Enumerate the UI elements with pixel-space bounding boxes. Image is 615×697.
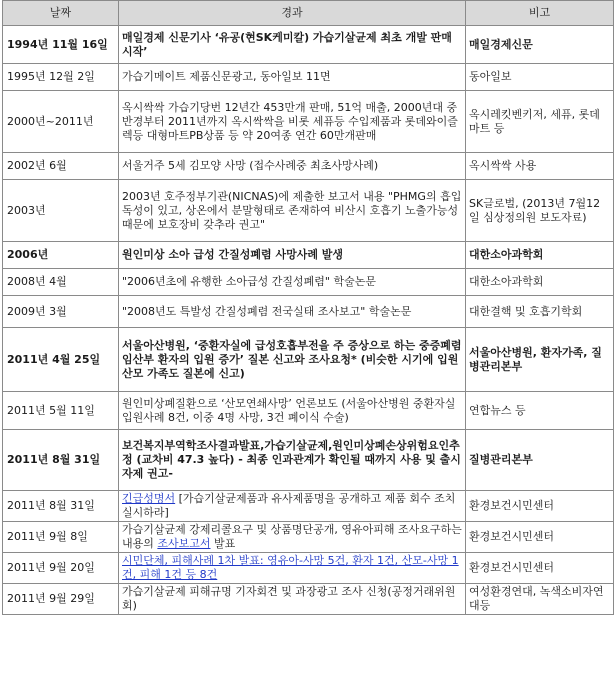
row-date: 2011년 5월 11일 (3, 392, 119, 430)
row-date: 2000년~2011년 (3, 91, 119, 153)
row-date: 2003년 (3, 180, 119, 242)
row-date: 2011년 9월 8일 (3, 522, 119, 553)
row-note: 환경보건시민센터 (466, 522, 614, 553)
table-row (3, 153, 614, 180)
table-row (3, 392, 614, 430)
row-event: 원인미상 소아 급성 간질성폐렴 사망사례 발생 (119, 242, 466, 269)
row-event: 가습기살균제 피해규명 기자회견 및 과장광고 조사 신청(공정거래위원회) (119, 584, 466, 615)
row-date: 2011년 9월 20일 (3, 553, 119, 584)
row-event: 서울거주 5세 김모양 사망 (접수사례중 최초사망사례) (119, 153, 466, 180)
row-note: 대한결핵 및 호흡기학회 (466, 296, 614, 328)
row-date: 1994년 11월 16일 (3, 26, 119, 64)
row-event: 서울아산병원, ‘중환자실에 급성호흡부전을 주 증상으로 하는 중증폐렴 임산부 환자의 입원 증가’ 질본 신고와 조사요청* (비슷한 시기에 입원산모 가족도 질본에 신고) (119, 328, 466, 392)
row-event (119, 522, 466, 553)
victim-cases-link[interactable]: 시민단체, 피해사례 1차 발표: 영유아-사망 5건, 환자 1건, 산모-사망 1건, 피해 1건 등 8건 (122, 554, 459, 581)
report-link[interactable]: 조사보고서 (157, 537, 211, 550)
table-row (3, 64, 614, 91)
row-note: 대한소아과학회 (466, 242, 614, 269)
row-note: 옥시레킷벤키저, 세퓨, 롯데마트 등 (466, 91, 614, 153)
row-event: 옥시싹싹 가습기당번 12년간 453만개 판매, 51억 매출, 2000년대 중반경부터 2011년까지 옥시싹싹을 비롯 세퓨등 수입제품과 롯데와이즐렉등 대형마트PB상품 등 약 20여종 연간 60만개판매 (119, 91, 466, 153)
row-event (119, 553, 466, 584)
table-row (3, 242, 614, 269)
table-row (3, 180, 614, 242)
header-event: 경과 (119, 1, 466, 26)
row-event: 매일경제 신문기사 ‘유공(현SK케미칼) 가습기살균제 최초 개발 판매시작’ (119, 26, 466, 64)
header-row (3, 1, 614, 26)
table-row (3, 553, 614, 584)
row-note: 환경보건시민센터 (466, 553, 614, 584)
row-note: 매일경제신문 (466, 26, 614, 64)
row-date: 2008년 4월 (3, 269, 119, 296)
header-date: 날짜 (3, 1, 119, 26)
table-row (3, 91, 614, 153)
row-note: 서울아산병원, 환자가족, 질병관리본부 (466, 328, 614, 392)
row-event-text-after: 발표 (210, 537, 236, 550)
row-note: SK글로벌, (2013년 7월12일 심상정의원 보도자료) (466, 180, 614, 242)
table-row (3, 491, 614, 522)
row-event: 2003년 호주정부기관(NICNAS)에 제출한 보고서 내용 "PHMG의 흡입독성이 있고, 상온에서 분말형태로 존재하여 비산시 호흡기 노출가능성 때문에 보호장비 갖추라 권고" (119, 180, 466, 242)
row-date: 2011년 8월 31일 (3, 491, 119, 522)
row-note: 환경보건시민센터 (466, 491, 614, 522)
row-date: 2011년 8월 31일 (3, 430, 119, 491)
header-note: 비고 (466, 1, 614, 26)
table-row (3, 522, 614, 553)
row-event-text: [가습기살균제품과 유사제품명을 공개하고 제품 회수 조치 실시하라] (122, 492, 456, 519)
table-row (3, 430, 614, 491)
row-event: "2006년초에 유행한 소아급성 간질성폐렴" 학술논문 (119, 269, 466, 296)
table-row (3, 296, 614, 328)
row-date: 2006년 (3, 242, 119, 269)
row-note: 동아일보 (466, 64, 614, 91)
row-note: 대한소아과학회 (466, 269, 614, 296)
table-row (3, 328, 614, 392)
statement-link[interactable]: 긴급성명서 (122, 492, 176, 505)
row-note: 옥시싹싹 사용 (466, 153, 614, 180)
timeline-table (2, 0, 614, 615)
row-date: 2011년 9월 29일 (3, 584, 119, 615)
row-note: 질병관리본부 (466, 430, 614, 491)
table-row (3, 269, 614, 296)
row-event: 원인미상폐질환으로 ‘산모연쇄사망’ 언론보도 (서울아산병원 중환자실 입원사례 8건, 이중 4명 사망, 3건 폐이식 수술) (119, 392, 466, 430)
row-event (119, 491, 466, 522)
row-event: 보건복지부역학조사결과발표,가습기살균제,원인미상폐손상위험요인추정 (교차비 47.3 높다) - 최종 인과관계가 확인될 때까지 사용 및 출시 자제 권고- (119, 430, 466, 491)
row-note: 여성환경연대, 녹색소비자연대등 (466, 584, 614, 615)
table-row (3, 26, 614, 64)
row-date: 2002년 6월 (3, 153, 119, 180)
row-event-text: 가습기살균제 강제리콜요구 및 상품명단공개, 영유아피해 조사요구하는 내용의 (122, 523, 462, 550)
row-date: 2009년 3월 (3, 296, 119, 328)
row-note: 연합뉴스 등 (466, 392, 614, 430)
table-row (3, 584, 614, 615)
row-date: 2011년 4월 25일 (3, 328, 119, 392)
row-event: "2008년도 특발성 간질성폐렴 전국실태 조사보고" 학술논문 (119, 296, 466, 328)
row-date: 1995년 12월 2일 (3, 64, 119, 91)
row-event: 가습기메이트 제품신문광고, 동아일보 11면 (119, 64, 466, 91)
